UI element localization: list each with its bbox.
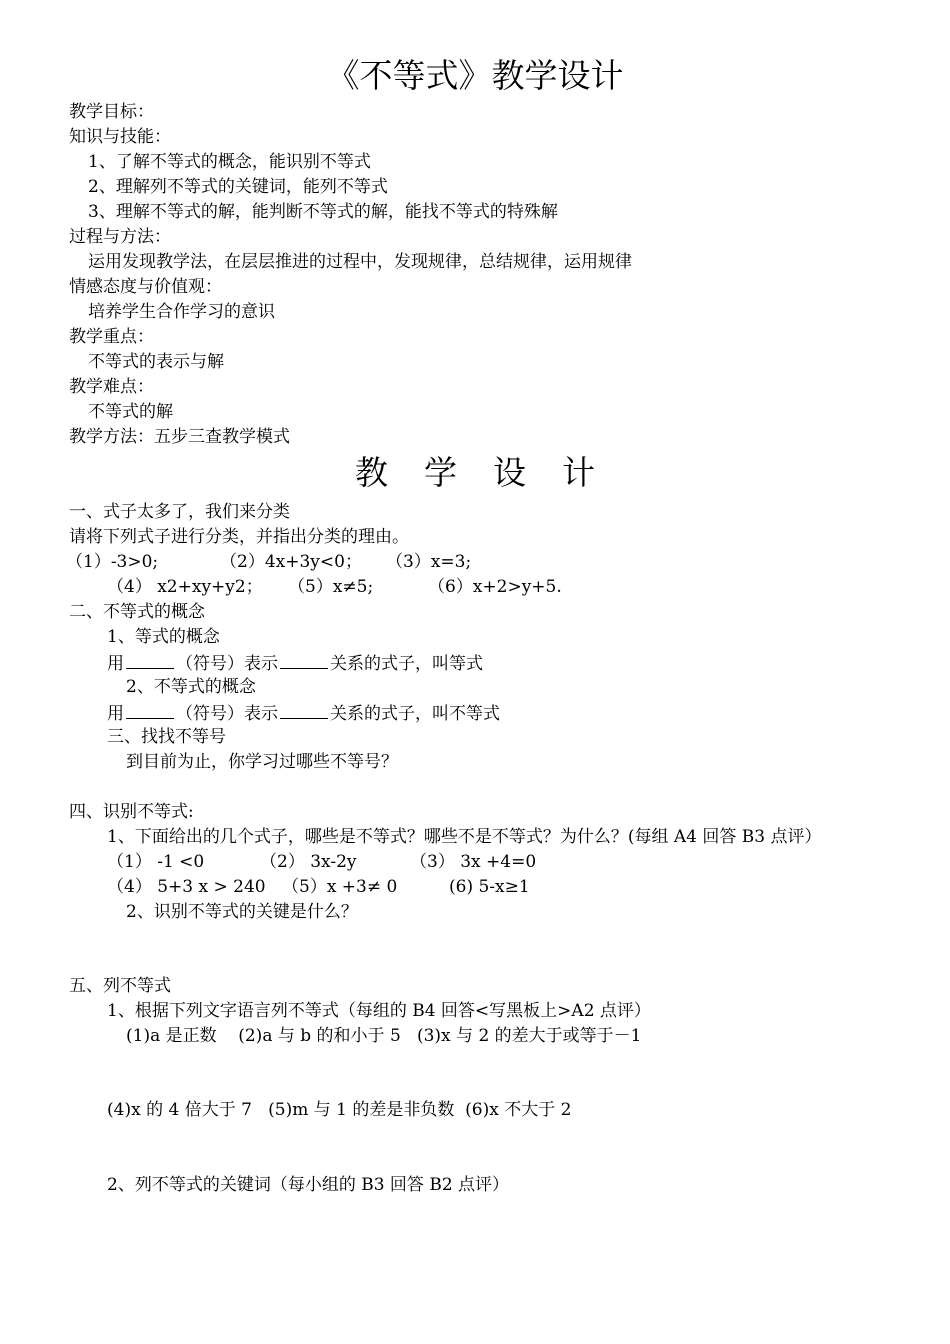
key-heading: 教学重点：: [69, 327, 154, 347]
knowledge-item-3: 3、理解不等式的解，能判断不等式的解，能找不等式的特殊解: [88, 202, 558, 222]
expression-3: （3）x=3;: [386, 552, 472, 572]
knowledge-heading: 知识与技能：: [69, 127, 171, 147]
section5-question1: 1、根据下列文字语言列不等式（每组的 B4 回答<写黑板上>A2 点评）: [107, 1001, 651, 1021]
fill-text: （符号）表示: [176, 704, 278, 724]
fill-text: 关系的式子，叫不等式: [330, 704, 500, 724]
blank-symbol: [126, 652, 174, 669]
section5-heading: 五、列不等式: [69, 976, 171, 996]
inequality-concept-heading: 2、不等式的概念: [126, 677, 256, 697]
expression-5: （5）x≠5;: [288, 577, 374, 597]
fill-text: 关系的式子，叫等式: [330, 654, 483, 674]
knowledge-item-1: 1、了解不等式的概念，能识别不等式: [88, 152, 371, 172]
section3-question: 到目前为止，你学习过哪些不等号？: [126, 752, 398, 772]
section3-heading: 三、找找不等号: [107, 727, 226, 747]
blank-symbol: [126, 702, 174, 719]
expression-1: （1）-3>0;: [66, 552, 159, 572]
blank-relation: [280, 702, 328, 719]
blank-relation: [280, 652, 328, 669]
design-title: 教学设计: [355, 453, 631, 492]
expression-4: （4） x2+xy+y2；: [107, 577, 263, 597]
section4-question2: 2、识别不等式的关键是什么？: [126, 902, 358, 922]
method-text: 教学方法：五步三查教学模式: [69, 427, 290, 447]
objectives-heading: 教学目标：: [69, 102, 154, 122]
inequality-fill-line: [107, 702, 500, 724]
process-heading: 过程与方法：: [69, 227, 171, 247]
knowledge-item-2: 2、理解列不等式的关键词，能列不等式: [88, 177, 388, 197]
equation-fill-line: [107, 652, 483, 674]
section5-question2: 2、列不等式的关键词（每小组的 B3 回答 B2 点评）: [107, 1175, 510, 1195]
document-title: 《不等式》教学设计: [326, 56, 624, 95]
fill-text: （符号）表示: [176, 654, 278, 674]
process-text: 运用发现教学法，在层层推进的过程中，发现规律，总结规律，运用规律: [88, 252, 632, 272]
equation-concept-heading: 1、等式的概念: [107, 627, 220, 647]
fill-text: 用: [107, 704, 124, 724]
identify-expr-5: （5）x +3≠ 0: [282, 877, 398, 897]
identify-expr-3: （3） 3x +4=0: [410, 852, 537, 872]
section2-heading: 二、不等式的概念: [69, 602, 205, 622]
expression-2: （2）4x+3y<0；: [220, 552, 362, 572]
identify-expr-2: （2） 3x-2y: [260, 852, 357, 872]
identify-expr-6: (6) 5-x≥1: [449, 877, 530, 897]
identify-expr-4: （4） 5+3 x > 240: [107, 877, 266, 897]
attitude-text: 培养学生合作学习的意识: [88, 302, 275, 322]
section4-question1: 1、下面给出的几个式子，哪些是不等式？哪些不是不等式？为什么？(每组 A4 回答 B3 点评）: [107, 827, 822, 847]
section1-instruction: 请将下列式子进行分类，并指出分类的理由。: [69, 527, 409, 547]
section1-heading: 一、式子太多了，我们来分类: [69, 502, 290, 522]
attitude-heading: 情感态度与价值观：: [69, 277, 222, 297]
key-text: 不等式的表示与解: [88, 352, 224, 372]
identify-expr-1: （1） -1 <0: [107, 852, 205, 872]
difficulty-text: 不等式的解: [88, 402, 173, 422]
expression-6: （6）x+2>y+5.: [428, 577, 562, 597]
difficulty-heading: 教学难点：: [69, 377, 154, 397]
section4-heading: 四、识别不等式:: [69, 802, 194, 822]
section5-items-row1: (1)a 是正数 (2)a 与 b 的和小于 5 (3)x 与 2 的差大于或等于－1: [126, 1026, 642, 1046]
section5-items-row2: (4)x 的 4 倍大于 7 (5)m 与 1 的差是非负数 (6)x 不大于 2: [107, 1100, 572, 1120]
fill-text: 用: [107, 654, 124, 674]
